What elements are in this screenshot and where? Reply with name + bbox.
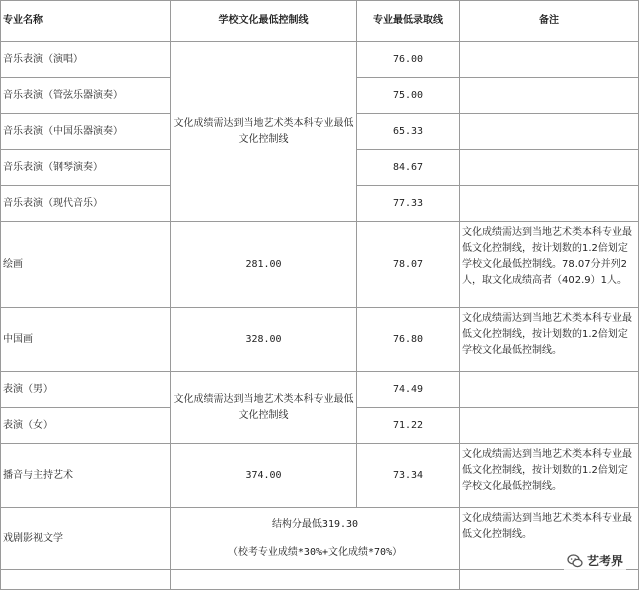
min-score-cell: 76.00 xyxy=(357,42,460,78)
table-row xyxy=(1,308,639,372)
remarks-cell xyxy=(460,186,639,222)
header-min-score: 专业最低录取线 xyxy=(357,1,460,42)
school-control-merged-cell xyxy=(171,42,357,222)
major-cell: 绘画 xyxy=(1,222,171,308)
school-control-cell: 281.00 xyxy=(171,222,357,308)
watermark xyxy=(564,551,626,570)
remarks-cell xyxy=(460,114,639,150)
min-score-cell: 84.67 xyxy=(357,150,460,186)
major-cell: 音乐表演（钢琴演奏） xyxy=(1,150,171,186)
empty-cell xyxy=(1,570,171,590)
drama-score-line2: （校考专业成绩*30%+文化成绩*70%） xyxy=(227,546,403,558)
school-control-cell: 374.00 xyxy=(171,444,357,508)
table-row xyxy=(1,42,639,78)
table-row xyxy=(1,570,639,590)
table-row xyxy=(1,222,639,308)
min-score-cell: 65.33 xyxy=(357,114,460,150)
table-row xyxy=(1,372,639,408)
major-cell: 音乐表演（演唱） xyxy=(1,42,171,78)
remarks-cell xyxy=(460,42,639,78)
table-row xyxy=(1,508,639,570)
remarks-cell xyxy=(460,372,639,408)
remarks-cell: 文化成绩需达到当地艺术类本科专业最低文化控制线。 xyxy=(460,508,639,570)
min-score-cell: 76.80 xyxy=(357,308,460,372)
header-remarks: 备注 xyxy=(460,1,639,42)
major-cell: 表演（男） xyxy=(1,372,171,408)
empty-cell xyxy=(171,570,460,590)
min-score-cell: 77.33 xyxy=(357,186,460,222)
major-cell: 音乐表演（中国乐器演奏） xyxy=(1,114,171,150)
school-control-merged-cell xyxy=(171,372,357,444)
school-control-cell: 328.00 xyxy=(171,308,357,372)
drama-score-line1: 结构分最低319.30 xyxy=(271,518,359,530)
min-score-cell: 74.49 xyxy=(357,372,460,408)
min-score-cell: 78.07 xyxy=(357,222,460,308)
remarks-cell xyxy=(460,78,639,114)
drama-score-merged-cell xyxy=(171,508,460,570)
major-cell: 音乐表演（管弦乐器演奏） xyxy=(1,78,171,114)
major-cell: 表演（女） xyxy=(1,408,171,444)
wechat-bubble-icon xyxy=(567,553,583,569)
major-cell: 戏剧影视文学 xyxy=(1,508,171,570)
major-cell: 音乐表演（现代音乐） xyxy=(1,186,171,222)
major-cell: 中国画 xyxy=(1,308,171,372)
remarks-cell: 文化成绩需达到当地艺术类本科专业最低文化控制线，按计划数的1.2倍划定学校文化最低控制线。 xyxy=(460,308,639,372)
music-control-text: 文化成绩需达到当地艺术类本科专业最低文化控制线 xyxy=(173,117,354,145)
remarks-cell xyxy=(460,408,639,444)
header-school-control: 学校文化最低控制线 xyxy=(171,1,357,42)
watermark-text: 艺考界 xyxy=(586,554,623,568)
min-score-cell: 75.00 xyxy=(357,78,460,114)
empty-cell xyxy=(460,570,639,590)
table-row xyxy=(1,444,639,508)
remarks-cell: 文化成绩需达到当地艺术类本科专业最低文化控制线，按计划数的1.2倍划定学校文化最低控制线。 xyxy=(460,444,639,508)
major-cell: 播音与主持艺术 xyxy=(1,444,171,508)
remarks-cell xyxy=(460,150,639,186)
table-header-row xyxy=(1,1,639,42)
header-major: 专业名称 xyxy=(1,1,171,42)
min-score-cell: 73.34 xyxy=(357,444,460,508)
min-score-cell: 71.22 xyxy=(357,408,460,444)
acting-control-text: 文化成绩需达到当地艺术类本科专业最低文化控制线 xyxy=(173,393,354,421)
remarks-cell: 文化成绩需达到当地艺术类本科专业最低文化控制线，按计划数的1.2倍划定学校文化最低控制线。78.07分并列2人，取文化成绩高者（402.9）1人。 xyxy=(460,222,639,308)
